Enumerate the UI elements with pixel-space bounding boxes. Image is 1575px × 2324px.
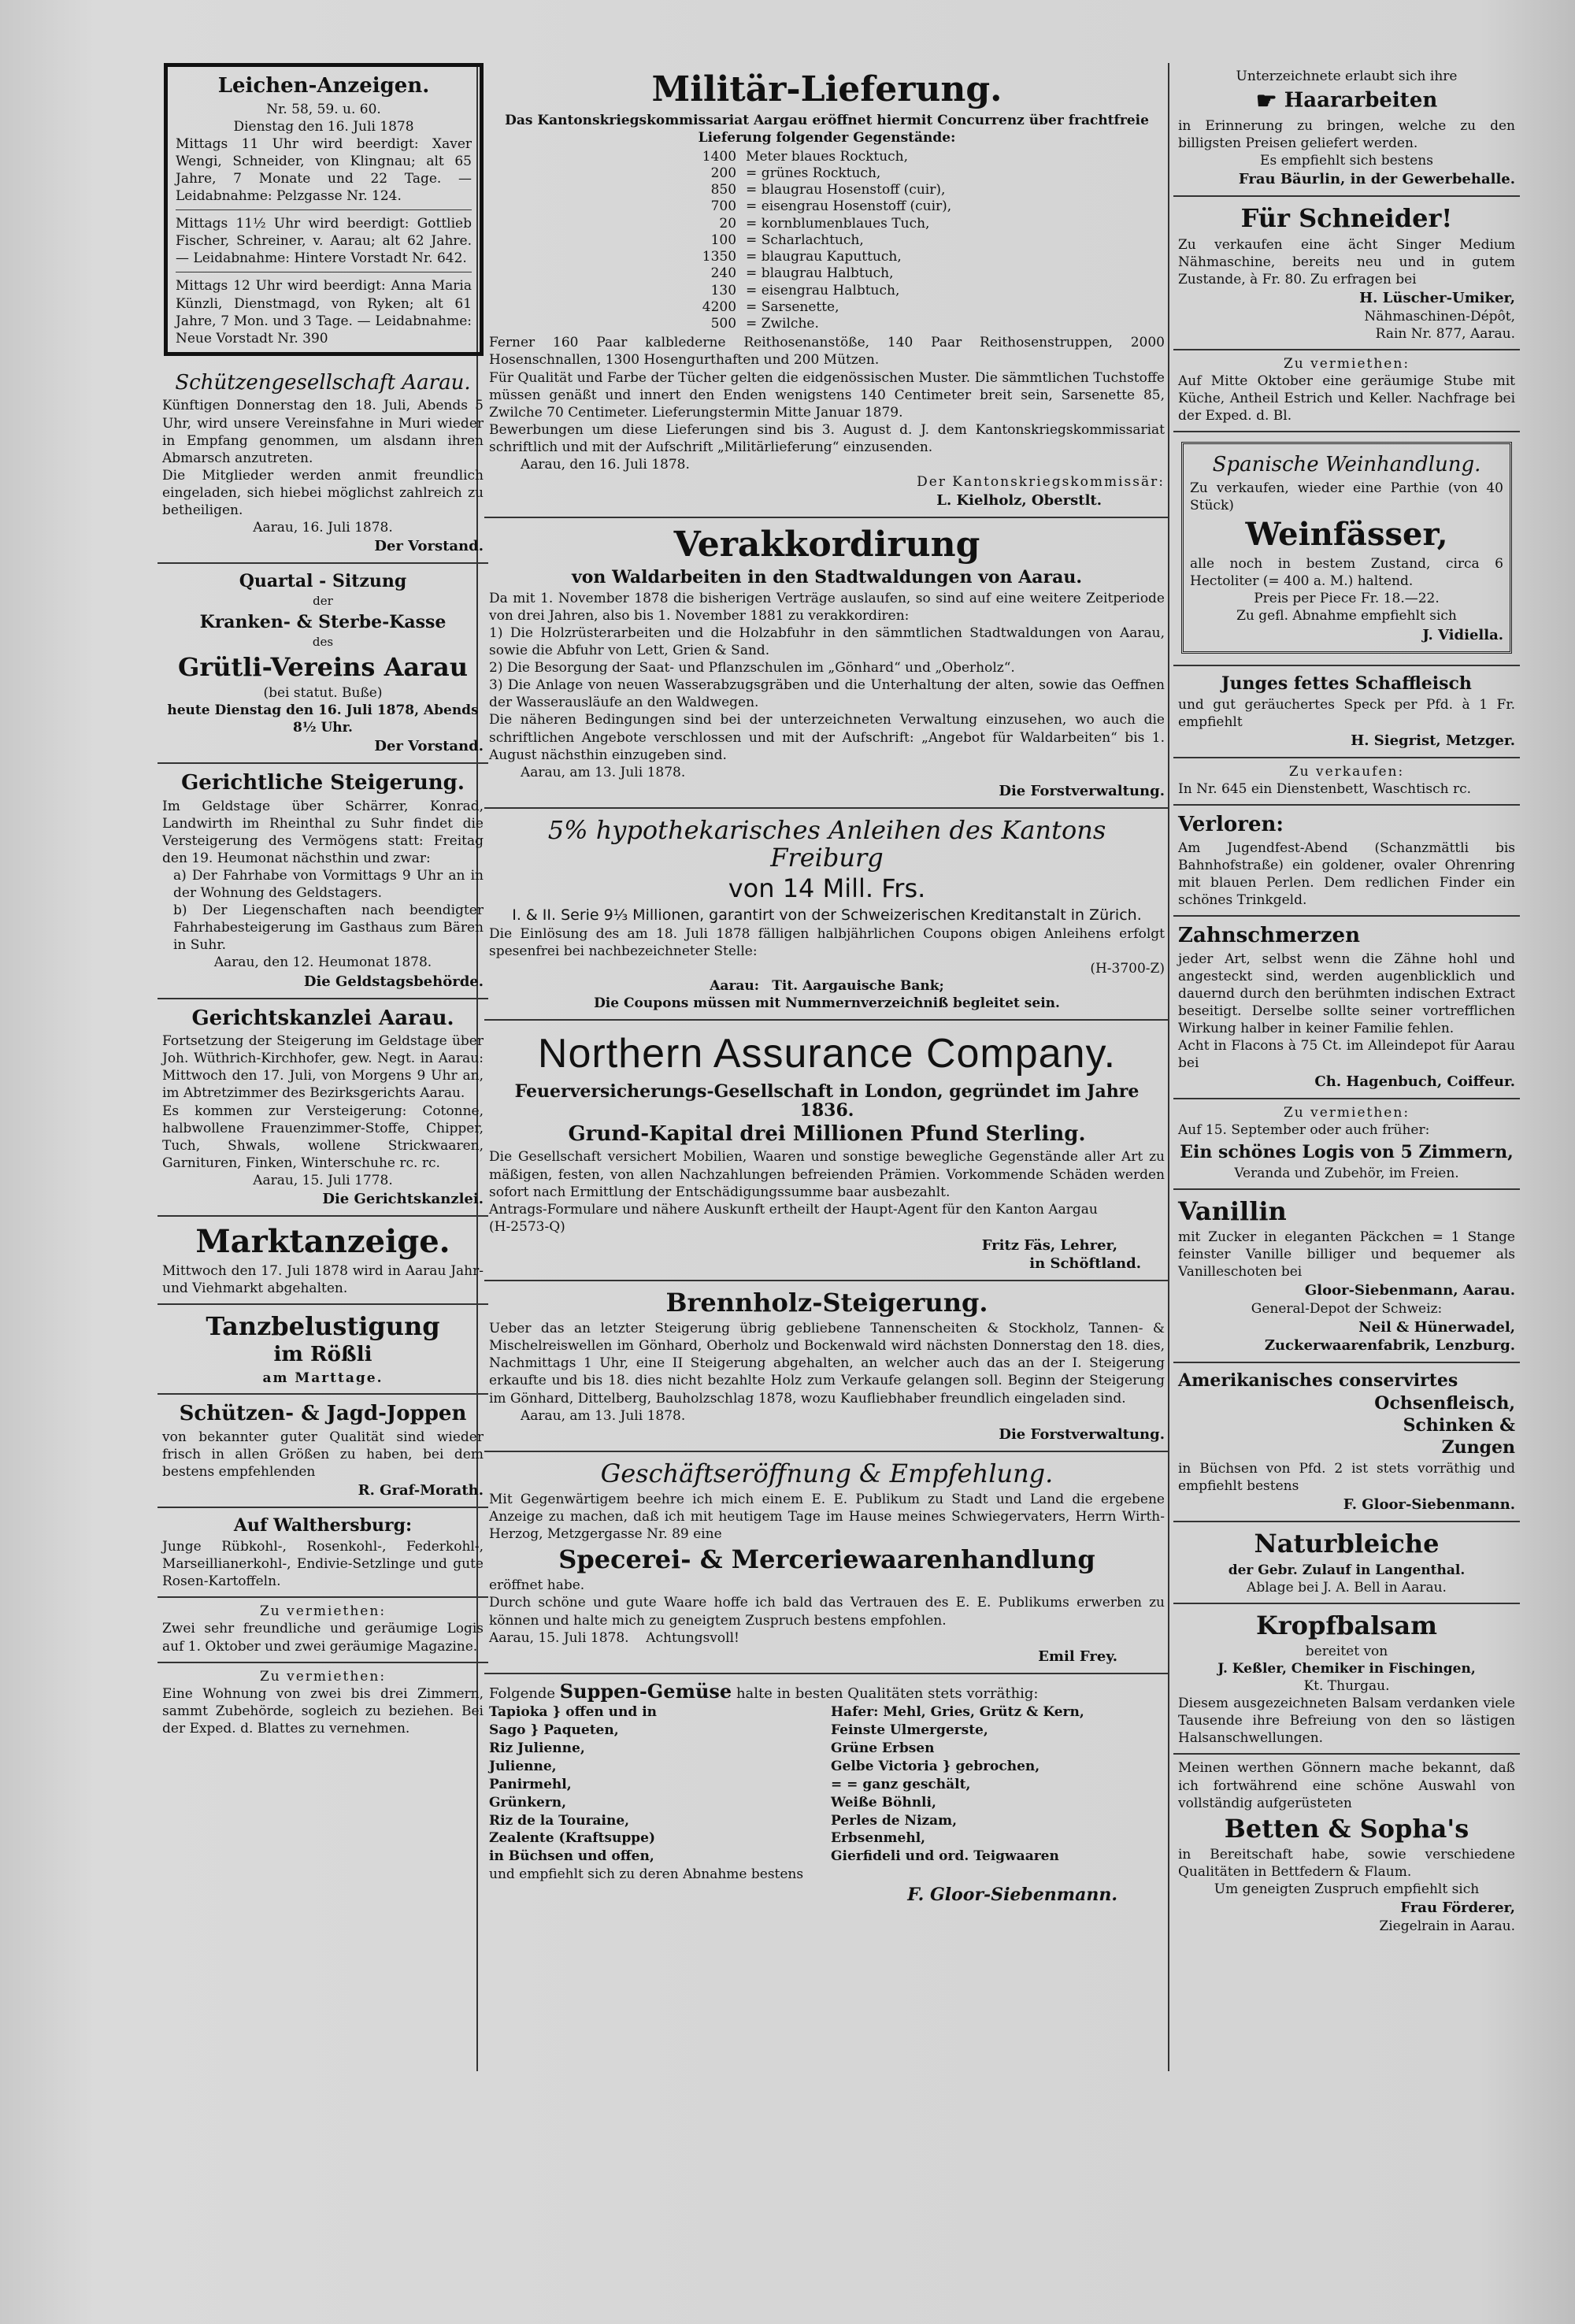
product-item: Erbsenmehl, xyxy=(831,1830,926,1847)
product-item: in Büchsen und offen, xyxy=(489,1848,654,1865)
ad-text: in Bereitschaft habe, sowie verschiedene Qualitäten in Bettfedern & Flaum. xyxy=(1178,1846,1515,1880)
supply-description: = eisengrau Halbtuch, xyxy=(746,282,900,298)
product-item: Grünkern, xyxy=(489,1794,567,1811)
ad-text: Um geneigten Zuspruch empfiehlt sich xyxy=(1214,1881,1480,1898)
ad-signature: Fritz Fäs, Lehrer, xyxy=(981,1236,1117,1254)
supply-row xyxy=(698,149,956,165)
ad-vermiethen-1 xyxy=(158,1598,488,1662)
product-item: Tapioka } offen und in xyxy=(489,1703,658,1720)
ad-text: Acht in Flacons à 75 Ct. im Alleindepot für Aarau bei xyxy=(1178,1038,1515,1072)
ad-text: eröffnet habe. xyxy=(489,1577,585,1594)
ad-signature-line: Der Kantonskriegskommissär: xyxy=(917,474,1165,491)
ad-title: Amerikanisches conservirtes xyxy=(1178,1370,1458,1392)
ad-text: Bewerbungen um diese Lieferungen sind bis 3. August d. J. dem Kantonskriegskommissariat schriftlich und mit der Aufschrift „Militärlieferung“ einzusenden. xyxy=(489,421,1165,455)
ad-subtitle: von Waldarbeiten in den Stadtwaldungen von Aarau. xyxy=(571,566,1083,587)
ad-date: Aarau, am 13. Juli 1878. xyxy=(521,1407,686,1424)
ad-quartal-sitzung xyxy=(158,564,488,764)
supply-quantity: 1350 xyxy=(702,249,737,265)
ad-zahnschmerzen xyxy=(1173,917,1520,1099)
ad-date: Aarau, den 16. Juli 1878. xyxy=(521,456,690,473)
ad-text: Mit Gegenwärtigem beehre ich mich einem E. E. Publikum zu Stadt und Land die ergebene Anzeige zu machen, daß ich mit heutigem Tage im Hause meines Schwiegervaters, Herrn Wirth-Herzog, Metzgergasse Nr. 89 eine xyxy=(489,1491,1165,1543)
ad-text: Für Qualität und Farbe der Tücher gelten die eidgenössischen Muster. Die sämmtlichen Tuchstoffe müssen genäßt und innert den Enden wenigstens 140 Centimeter breit sein, Sarsenette 85, Zwilche 70 Centimeter. Lieferungstermin Mitte Januar 1879. xyxy=(489,369,1165,421)
ad-title: Quartal - Sitzung xyxy=(239,571,407,592)
ad-vanillin xyxy=(1173,1190,1520,1364)
ad-title: Schützengesellschaft Aarau. xyxy=(175,370,471,395)
ad-text: Es kommen zur Versteigerung: Cotonne, halbwollene Frauenzimmer-Stoffe, Chipper, Tuch, Shwals, wollene Strickwaaren, Garnituren, Finken, Winterschuhe rc. rc. xyxy=(162,1103,484,1171)
ad-weinhandlung xyxy=(1173,432,1520,665)
ad-marktanzeige xyxy=(158,1217,488,1305)
ad-title: Für Schneider! xyxy=(1240,203,1453,234)
ad-code: (H-3700-Z) xyxy=(1090,961,1165,977)
supply-description: = eisengrau Hosenstoff (cuir), xyxy=(746,198,952,215)
ad-title: Grütli-Vereins Aarau xyxy=(178,651,468,682)
ad-title: Ein schönes Logis von 5 Zimmern, xyxy=(1180,1141,1514,1162)
supply-description: = grünes Rocktuch, xyxy=(746,165,881,181)
ad-text: Antrags-Formulare und nähere Auskunft ertheilt der Haupt-Agent für den Kanton Aargau xyxy=(489,1201,1098,1218)
supply-row xyxy=(698,165,956,182)
ad-signature: F. Gloor-Siebenmann. xyxy=(907,1885,1117,1906)
ad-item: Ochsenfleisch, xyxy=(1374,1392,1515,1414)
ad-date: Aarau, am 13. Juli 1878. xyxy=(521,764,686,780)
ad-title: Specerei- & Merceriewaarenhandlung xyxy=(558,1544,1095,1575)
ad-text: Mittwoch den 17. Juli 1878 wird in Aarau Jahr- und Viehmarkt abgehalten. xyxy=(162,1262,484,1297)
ad-title: Zahnschmerzen xyxy=(1178,924,1360,948)
ad-place-line xyxy=(489,977,1165,995)
ad-text: Ueber das an letzter Steigerung übrig gebliebene Tannenscheiten & Stockholz, Tannen- & Mischelreiswellen im Gönhard, Oberholz und Bockenwald wird nächsten Donnerstag den 18. dies, Nachmittags 1 Uhr, eine II Steigerung abgehalten, an welcher auch das an der I. Steigerung erkaufte und bis 18. dies nicht bezahlte Holz zum Verkaufe gelangen soll. Beginn der Steigerung im Gönhard, Dittelberg, Bauholzschlag 1878, wozu Kaufliebhaber freundlich eingeladen sind. xyxy=(489,1321,1165,1407)
ad-text: halte in besten Qualitäten stets vorräthig: xyxy=(736,1685,1039,1702)
ad-text: alle noch in bestem Zustand, circa 6 Hectoliter (= 400 a. M.) haltend. xyxy=(1190,556,1503,590)
ad-signature: Die Forstverwaltung. xyxy=(999,782,1165,799)
ad-title: Schützen- & Jagd-Joppen xyxy=(179,1402,467,1426)
ad-text: Künftigen Donnerstag den 18. Juli, Abends 5 Uhr, wird unsere Vereinsfahne in Muri wieder in Empfang genommen, um alsdann ihren Abmarsch anzutreten. xyxy=(162,398,484,466)
product-item: Riz Julienne, xyxy=(489,1740,585,1756)
ad-amerikanisches xyxy=(1173,1363,1520,1522)
ad-signature: Die Forstverwaltung. xyxy=(999,1425,1165,1443)
ad-text: Diesem ausgezeichneten Balsam verdanken viele Tausende ihre Befreiung von den so lästigen Halsanschwellungen. xyxy=(1178,1696,1515,1747)
ad-text: mit Zucker in eleganten Päckchen = 1 Stange feinster Vanille billiger und bequemer als Vanilleschoten bei xyxy=(1178,1229,1515,1281)
ad-signature-line: Nähmaschinen-Dépôt, xyxy=(1364,308,1515,324)
ad-signature-line: Ziegelrain in Aarau. xyxy=(1379,1918,1515,1935)
ad-title: Zu vermiethen: xyxy=(259,1603,387,1620)
supply-row xyxy=(698,316,956,332)
ad-date-line xyxy=(489,1629,1165,1647)
supply-row xyxy=(698,198,956,215)
ad-text: 3) Die Anlage von neuen Wasserabzugsgräben und die Unterhaltung der alten, sowie das Oeffnen der Wasserausläufe an den Waldwegen. xyxy=(489,677,1165,711)
ad-text: in Erinnerung zu bringen, welche zu den billigsten Preisen geliefert werden. xyxy=(1178,118,1515,152)
product-item: Weiße Böhnli, xyxy=(831,1794,936,1811)
ad-title: Betten & Sopha's xyxy=(1224,1813,1469,1844)
product-item: Sago } Paqueten, xyxy=(489,1722,619,1738)
ad-title: Suppen-Gemüse xyxy=(559,1679,732,1703)
product-list-left xyxy=(489,1703,823,1866)
ad-bank: Tit. Aargauische Bank; xyxy=(772,978,944,995)
ad-signature: Frau Bäurlin, in der Gewerbehalle. xyxy=(1238,171,1515,188)
supply-quantity: 240 xyxy=(710,265,737,282)
ad-text: b) Der Liegenschaften nach beendigter Fahrhabesteigerung im Gasthaus zum Bären in Suhr. xyxy=(173,903,484,954)
ad-verloren xyxy=(1173,806,1520,917)
ad-signature: Die Gerichtskanzlei. xyxy=(322,1190,484,1207)
ad-vermiethen-4 xyxy=(1173,1099,1520,1189)
supply-quantity: 20 xyxy=(719,215,737,232)
ad-text: Zwei sehr freundliche und geräumige Logis auf 1. Oktober und zwei geräumige Magazine. xyxy=(162,1621,484,1655)
ad-text: (bei statut. Buße) xyxy=(263,684,383,701)
ad-signature: R. Graf-Morath. xyxy=(358,1481,484,1499)
ad-text: Eine Wohnung von zwei bis drei Zimmern, sammt Zubehörde, sogleich zu beziehen. Bei der Exped. d. Blattes zu vernehmen. xyxy=(162,1685,484,1737)
ad-signature: H. Siegrist, Metzger. xyxy=(1351,732,1515,749)
ad-title: Zu vermiethen: xyxy=(1283,356,1410,373)
ad-vermiethen-2 xyxy=(158,1663,488,1744)
ad-text: in Büchsen von Pfd. 2 ist stets vorräthig und empfiehlt bestens xyxy=(1178,1461,1515,1495)
product-item: Hafer: Mehl, Gries, Grütz & Kern, xyxy=(831,1703,1084,1720)
ad-title: Gerichtliche Steigerung. xyxy=(181,771,465,795)
ad-verkaufen xyxy=(1173,758,1520,806)
death-notices xyxy=(164,63,484,356)
ad-text: Das Kantonskriegskommissariat Aargau eröffnet hiermit Concurrenz über frachtfreie Lieferung folgender Gegenstände: xyxy=(505,113,1149,146)
ad-signature: F. Gloor-Siebenmann. xyxy=(1343,1496,1515,1514)
supply-description: = blaugrau Hosenstoff (cuir), xyxy=(746,182,946,198)
supply-quantity: 130 xyxy=(710,282,737,298)
death-notices-numbers: Nr. 58, 59. u. 60. xyxy=(266,101,381,117)
ad-title: Zu vermiethen: xyxy=(259,1668,387,1685)
ad-joppen xyxy=(158,1395,488,1508)
ad-text: heute Dienstag den 16. Juli 1878, Abends 8½ Uhr. xyxy=(167,702,479,736)
ad-text: Meinen werthen Gönnern mache bekannt, daß ich fortwährend eine schöne Auswahl von vollständig aufgerüsteten xyxy=(1178,1760,1515,1811)
ad-gerichtliche-steigerung xyxy=(158,764,488,999)
ad-geschaeftseroeffnung xyxy=(484,1452,1169,1674)
ad-text: Durch schöne und gute Waare hoffe ich bald das Vertrauen des E. E. Publikums erwerben zu können und halte mich zu geneigtem Zuspruch bestens empfohlen. xyxy=(489,1595,1165,1629)
ad-schneider xyxy=(1173,197,1520,350)
ad-price: Preis per Piece Fr. 18.—22. xyxy=(1254,591,1440,607)
supply-quantity: 200 xyxy=(710,165,737,181)
ad-militaer-lieferung xyxy=(484,63,1169,518)
ad-signature: in Schöftland. xyxy=(1029,1255,1141,1272)
supply-row xyxy=(698,232,956,249)
ad-title: Gerichtskanzlei Aarau. xyxy=(191,1006,454,1030)
ad-text: Im Geldstage über Schärrer, Konrad, Landwirth im Rheinthal zu Suhr findet die Versteigerung des Vermögens statt: Freitag den 19. Heumonat nächsthin und zwar: xyxy=(162,798,484,866)
ad-text: Ablage bei J. A. Bell in Aarau. xyxy=(1247,1579,1447,1596)
ad-text: und gut geräuchertes Speck per Pfd. à 1 Fr. empfiehlt xyxy=(1178,696,1515,730)
ad-title: Geschäftseröffnung & Empfehlung. xyxy=(600,1458,1054,1488)
ad-title: Naturbleiche xyxy=(1254,1529,1440,1559)
ad-title: Marktanzeige. xyxy=(195,1222,450,1260)
ad-text: und empfiehlt sich zu deren Abnahme bestens xyxy=(489,1866,804,1883)
ad-anleihen-freiburg xyxy=(484,809,1169,1021)
supply-description: = Sarsenette, xyxy=(746,298,839,315)
supply-description: = Scharlachtuch, xyxy=(746,232,864,248)
supply-quantity: 4200 xyxy=(702,298,737,315)
ad-signature: Neil & Hünerwadel, xyxy=(1358,1319,1515,1336)
column-right xyxy=(1173,63,1520,1941)
product-item: Feinste Ulmergerste, xyxy=(831,1722,988,1738)
ad-signature: Zuckerwaarenfabrik, Lenzburg. xyxy=(1264,1337,1515,1355)
death-notice-2: Mittags 11½ Uhr wird beerdigt: Gottlieb Fischer, Schreiner, v. Aarau; alt 62 Jahre. — Leidabnahme: Hintere Vorstadt Nr. 642. xyxy=(176,216,472,267)
supply-row xyxy=(698,283,956,299)
ad-signature-line: General-Depot der Schweiz: xyxy=(1251,1301,1443,1318)
ad-code: (H-2573-Q) xyxy=(489,1218,565,1235)
ad-subtitle: Feuerversicherungs-Gesellschaft in London, gegründet im Jahre 1836. xyxy=(514,1080,1140,1121)
ad-title: Spanische Weinhandlung. xyxy=(1212,453,1481,477)
supply-description: = blaugrau Kaputtuch, xyxy=(746,249,902,265)
ad-text: In Nr. 645 ein Dienstenbett, Waschtisch rc. xyxy=(1178,781,1472,798)
ad-place: Aarau: xyxy=(710,978,760,995)
ad-text: Die Mitglieder werden anmit freundlich eingeladen, sich hiebei möglichst zahlreich zu betheiligen. xyxy=(162,467,484,518)
ad-text: Veranda und Zubehör, im Freien. xyxy=(1234,1165,1459,1181)
ad-date: Aarau, 15. Juli 1878. xyxy=(489,1629,629,1646)
ad-title: Kranken- & Sterbe-Kasse xyxy=(199,611,447,632)
ad-text: Zu gefl. Abnahme empfiehlt sich xyxy=(1236,608,1457,625)
supply-quantity: 1400 xyxy=(702,148,737,165)
supply-description: Meter blaues Rocktuch, xyxy=(746,148,909,165)
product-item: Perles de Nizam, xyxy=(831,1812,958,1829)
ad-text: Ferner 160 Paar kalblederne Reithosenanstöße, 140 Paar Reithosenstruppen, 2000 Hosenschnallen, 1300 Hosengurthaften und 200 Mützen. xyxy=(489,335,1165,369)
ad-signature: Frau Förderer, xyxy=(1400,1900,1515,1917)
ad-date: Aarau, 16. Juli 1878. xyxy=(253,520,393,536)
ad-text: von bekannter guter Qualität sind wieder frisch in allen Größen zu haben, bei dem bestens empfehlenden xyxy=(162,1429,484,1480)
ad-date: Aarau, 15. Juli 1778. xyxy=(253,1172,393,1188)
product-item: Grüne Erbsen xyxy=(831,1740,935,1756)
ad-intro xyxy=(489,1679,1165,1703)
supply-row xyxy=(698,299,956,316)
ad-text: Auf 15. September oder auch früher: xyxy=(1178,1122,1430,1139)
ad-date: Aarau, den 12. Heumonat 1878. xyxy=(213,954,432,971)
death-notice-1: Mittags 11 Uhr wird beerdigt: Xaver Wengi, Schneider, von Klingnau; alt 65 Jahre, 7 Monate und 22 Tage. — Leidabnahme: Pelzgasse Nr. 124. xyxy=(176,135,472,205)
ad-walthersburg xyxy=(158,1508,488,1598)
ad-item: Schinken & xyxy=(1403,1414,1515,1436)
ad-signature-line: J. Keßler, Chemiker in Fischingen, xyxy=(1217,1660,1476,1677)
ad-text: Es empfiehlt sich bestens xyxy=(1260,153,1433,169)
supply-row xyxy=(698,216,956,232)
ad-title: Haararbeiten xyxy=(1284,88,1438,113)
ad-vermiethen-3 xyxy=(1173,350,1520,432)
ad-title: 5% hypothekarisches Anleihen des Kantons Freiburg xyxy=(547,814,1106,873)
ad-text: 1) Die Holzrüsterarbeiten und die Holzabfuhr in den sämmtlichen Stadtwaldungen von Aarau, sowie die Abfuhr von Lett, Grien & Sand. xyxy=(489,625,1165,659)
ad-text: a) Der Fahrhabe von Vormittags 9 Uhr an in der Wohnung des Geldstagers. xyxy=(173,867,484,902)
supply-quantity: 850 xyxy=(710,182,737,198)
product-item: Riz de la Touraine, xyxy=(489,1812,630,1829)
ad-subtitle: der Gebr. Zulauf in Langenthal. xyxy=(1228,1562,1466,1578)
ad-title: Kropfbalsam xyxy=(1255,1610,1438,1640)
supply-list xyxy=(698,149,956,333)
ad-signature: Emil Frey. xyxy=(1038,1648,1117,1665)
ad-text: am Marttage. xyxy=(262,1370,384,1386)
ad-signature-line: Kt. Thurgau. xyxy=(1303,1678,1390,1695)
death-notices-date: Dienstag den 16. Juli 1878 xyxy=(233,118,414,135)
ad-signature: Ch. Hagenbuch, Coiffeur. xyxy=(1314,1073,1515,1091)
supply-quantity: 700 xyxy=(710,198,737,215)
ad-title: Junges fettes Schaffleisch xyxy=(1221,673,1472,694)
ad-brennholz xyxy=(484,1281,1169,1452)
ad-text: Am Jugendfest-Abend (Schanzmättli bis Bahnhofstraße) ein goldener, ovaler Ohrenring mit blauen Perlen. Dem redlichen Finder ein schönes Trinkgeld. xyxy=(1178,840,1515,908)
ad-text: Die Gesellschaft versichert Mobilien, Waaren und sonstige bewegliche Gegenstände aller Art zu mäßigen, festen, von allen Nachzahlungen befreienden Prämien. Vorkommende Schäden werden sofort nach Ermittlung der Entschädigungssumme baar ausbezahlt. xyxy=(489,1149,1165,1200)
ad-kropfbalsam xyxy=(1173,1604,1520,1755)
supply-row xyxy=(698,249,956,265)
ad-text: Junge Rübkohl-, Rosenkohl-, Federkohl-, Marseillianerkohl-, Endivie-Setzlinge und gute Rosen-Kartoffeln. xyxy=(162,1539,484,1590)
ad-text: Folgende xyxy=(489,1685,556,1702)
ad-text: Unterzeichnete erlaubt sich ihre xyxy=(1236,69,1458,84)
ad-title: Militär-Lieferung. xyxy=(651,69,1002,109)
ad-text: bereitet von xyxy=(1305,1643,1388,1659)
ad-title: Weinfässer, xyxy=(1245,516,1448,554)
ad-tanzbelustigung xyxy=(158,1305,488,1395)
ad-title: Brennholz-Steigerung. xyxy=(665,1287,988,1318)
ad-note: Die Coupons müssen mit Nummernverzeichniß begleitet sein. xyxy=(594,995,1060,1012)
ad-text: des xyxy=(312,635,334,650)
ad-signature: Der Vorstand. xyxy=(374,538,484,555)
supply-description: = Zwilche. xyxy=(746,316,819,332)
product-item: Julienne, xyxy=(489,1758,557,1774)
ad-signature: J. Vidiella. xyxy=(1422,626,1503,643)
ad-item: Zungen xyxy=(1441,1436,1515,1458)
ad-title: Tanzbelustigung xyxy=(206,1311,440,1342)
product-grid xyxy=(489,1703,1165,1866)
ad-betten xyxy=(1173,1755,1520,1941)
ad-text: Zu verkaufen eine ächt Singer Medium Nähmaschine, bereits neu und in gutem Zustande, à Fr. 80. Zu erfragen bei xyxy=(1178,236,1515,287)
ad-naturbleiche xyxy=(1173,1522,1520,1603)
ad-title: Zu vermiethen: xyxy=(1283,1105,1410,1121)
ad-text: Zu verkaufen, wieder eine Parthie (von 40 Stück) xyxy=(1190,480,1503,514)
ad-text: Da mit 1. November 1878 die bisherigen Verträge auslaufen, so sind auf eine weitere Zeitperiode von drei Jahren, also bis 1. November 1881 zu verakkordiren: xyxy=(489,590,1165,624)
ad-signature: H. Lüscher-Umiker, xyxy=(1359,289,1515,306)
ad-text: Die Einlösung des am 18. Juli 1878 fälligen halbjährlichen Coupons obigen Anleihens erfolgt spesenfrei bei nachbezeichneter Stelle: xyxy=(489,926,1165,960)
ad-haararbeiten xyxy=(1173,63,1520,197)
supply-description: = kornblumenblaues Tuch, xyxy=(746,215,930,232)
column-center xyxy=(484,63,1169,1913)
ad-text: Die näheren Bedingungen sind bei der unterzeichneten Verwaltung einzusehen, wo auch die schriftlichen Angebote verschlossen und mit der Aufschrift: „Angebot für Waldarbeiten“ bis 1. August nächsthin einzugeben sind. xyxy=(489,712,1165,763)
ad-title: im Rößli xyxy=(273,1343,372,1367)
ad-text: I. & II. Serie 9⅓ Millionen, garantirt von der Schweizerischen Kreditanstalt in Zürich. xyxy=(512,906,1142,925)
ad-greeting: Achtungsvoll! xyxy=(646,1629,739,1646)
ad-signature: Die Geldstagsbehörde. xyxy=(303,973,484,990)
product-item: Gierfideli und ord. Teigwaaren xyxy=(831,1848,1059,1865)
product-list-right xyxy=(831,1703,1165,1866)
ad-gerichtskanzlei xyxy=(158,999,488,1217)
ad-title: Auf Walthersburg: xyxy=(233,1514,413,1536)
ad-schaffleisch xyxy=(1173,666,1520,758)
ad-title-line xyxy=(1178,88,1515,114)
ad-subtitle: Grund-Kapital drei Millionen Pfund Sterling. xyxy=(568,1121,1086,1146)
supply-row xyxy=(698,182,956,198)
ad-text: der xyxy=(313,594,333,609)
ad-suppen-gemuese xyxy=(484,1674,1169,1914)
death-notices-title: Leichen-Anzeigen. xyxy=(217,74,430,98)
pointing-hand-icon: ☛ xyxy=(1255,87,1277,116)
product-item: Zealente (Kraftsuppe) xyxy=(489,1830,655,1847)
ad-title: Verakkordirung xyxy=(673,524,980,565)
death-notice-3: Mittags 12 Uhr wird beerdigt: Anna Maria Künzli, Dienstmagd, von Ryken; alt 61 Jahre, 7 Mon. und 3 Tage. — Leidabnahme: Neue Vorstadt Nr. 390 xyxy=(176,278,472,347)
ad-title: Vanillin xyxy=(1178,1195,1287,1226)
ad-text: 2) Die Besorgung der Saat- und Pflanzschulen im „Gönhard“ und „Oberholz“. xyxy=(489,660,1015,676)
ad-text: Fortsetzung der Steigerung im Geldstage über Joh. Wüthrich-Kirchhofer, gew. Negt. in Aarau: Mittwoch den 17. Juli, von Morgens 9 Uhr an, im Abtretzimmer des Bezirksgerichts Aarau. xyxy=(162,1033,484,1102)
supply-description: = blaugrau Halbtuch, xyxy=(746,265,894,282)
ad-title: von 14 Mill. Frs. xyxy=(728,873,926,904)
ad-signature: L. Kielholz, Oberstlt. xyxy=(936,492,1102,510)
ad-northern-assurance xyxy=(484,1021,1169,1281)
column-left xyxy=(158,63,488,1744)
ad-text: jeder Art, selbst wenn die Zähne hohl und angesteckt sind, werden augenblicklich und dauernd durch den berühmten indischen Extract beseitigt. Derselbe sollte seiner vortrefflichen Wirkung halber in keiner Familie fehlen. xyxy=(1178,951,1515,1037)
ad-signature: Gloor-Siebenmann, Aarau. xyxy=(1304,1282,1515,1299)
ad-verakkordirung xyxy=(484,518,1169,809)
product-item: = = ganz geschält, xyxy=(831,1776,971,1792)
product-item: Panirmehl, xyxy=(489,1776,572,1792)
supply-quantity: 500 xyxy=(710,316,737,332)
ad-title: Northern Assurance Company. xyxy=(537,1030,1117,1077)
wine-box xyxy=(1181,442,1512,653)
ad-signature-line: Rain Nr. 877, Aarau. xyxy=(1375,325,1515,342)
ad-signature: Der Vorstand. xyxy=(374,738,484,754)
ad-schuetzengesellschaft xyxy=(158,364,488,564)
ad-title: Zu verkaufen: xyxy=(1288,763,1405,780)
supply-quantity: 100 xyxy=(710,232,737,248)
product-item: Gelbe Victoria } gebrochen, xyxy=(831,1758,1040,1774)
ad-title: Verloren: xyxy=(1178,813,1284,837)
ad-text: Auf Mitte Oktober eine geräumige Stube mit Küche, Antheil Estrich und Keller. Nachfrage bei der Exped. d. Bl. xyxy=(1178,373,1515,424)
supply-row xyxy=(698,265,956,282)
